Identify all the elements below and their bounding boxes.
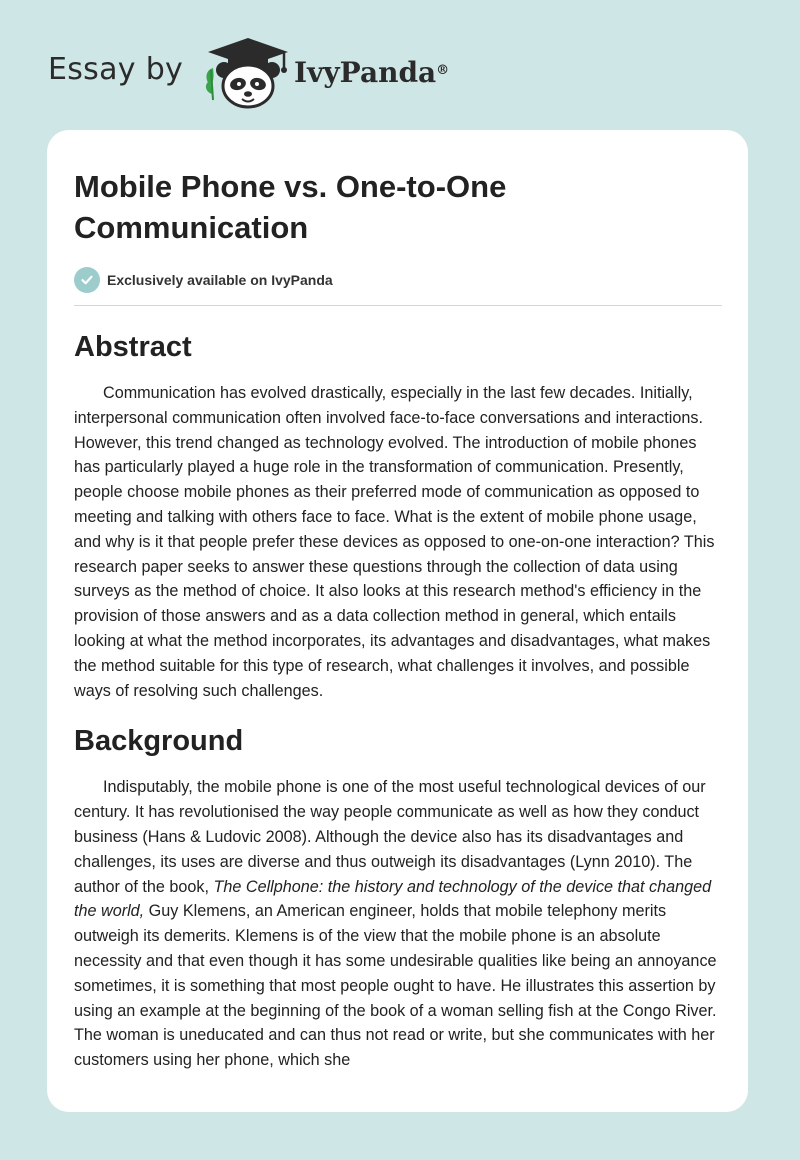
exclusive-badge-text: Exclusively available on IvyPanda [107,272,333,288]
panda-graduate-icon[interactable] [200,34,296,110]
essay-card [47,130,748,1112]
book-title: The Cellphone: the history and technology of the device that changed the world, [74,877,712,921]
background-paragraph [74,775,724,1073]
registered-mark: ® [436,63,450,78]
background-text-end: Guy Klemens, an American engineer, holds that mobile telephony merits outweigh its demerits. Klemens is of the view that the mobile phone is an absolute necessity and that even though it has some undesirable qualities like being an annoyance sometimes, it is something that most people ought to have. He illustrates this assertion by using an example at the beginning of the book of a woman selling fish at the Congo River. The woman is uneducated and can thus not read or write, but she communicates with her customers using her phone, which she [74,902,717,1070]
site-header [0,0,800,120]
check-circle-icon [74,267,100,293]
exclusive-badge [74,267,724,293]
section-heading-background: Background [74,725,244,758]
essay-title: Mobile Phone vs. One-to-One Communication [74,169,507,245]
essay-content [74,166,724,1073]
title-divider [74,305,722,306]
brand-name[interactable] [294,53,449,93]
section-heading-abstract: Abstract [74,331,192,363]
abstract-paragraph: Communication has evolved drastically, especially in the last few decades. Initially, interpersonal communication often involved face-to-face conversations and interactions. However, this trend changed as technology evolved. The introduction of mobile phones has particularly played a huge role in the transformation of communication. Presently, people choose mobile phones as their preferred mode of communication as opposed to meeting and talking with others face to face. What is the extent of mobile phone usage, and why is it that people prefer these devices as opposed to one-on-one interaction? This research paper seeks to answer these questions through the collection of data using surveys as the method of choice. It also looks at this research method's efficiency in the provision of those answers and as a data collection method in general, which entails looking at what the method incorporates, its advantages and disadvantages, what makes the method suitable for this type of research, what challenges it involves, and possible ways of resolving such challenges. [74,384,715,700]
essay-by-label: Essay by [48,52,184,87]
brand-text: IvyPanda [294,56,437,89]
background-text-start: Indisputably, the mobile phone is one of the most useful technological devices of our century. It has revolutionised the way people communicate as well as how they conduct business (Hans & Ludovic 2008). Although the device also has its disadvantages and challenges, its uses are diverse and thus outweigh its disadvantages (Lynn 2010). The author of the book, [74,778,706,896]
